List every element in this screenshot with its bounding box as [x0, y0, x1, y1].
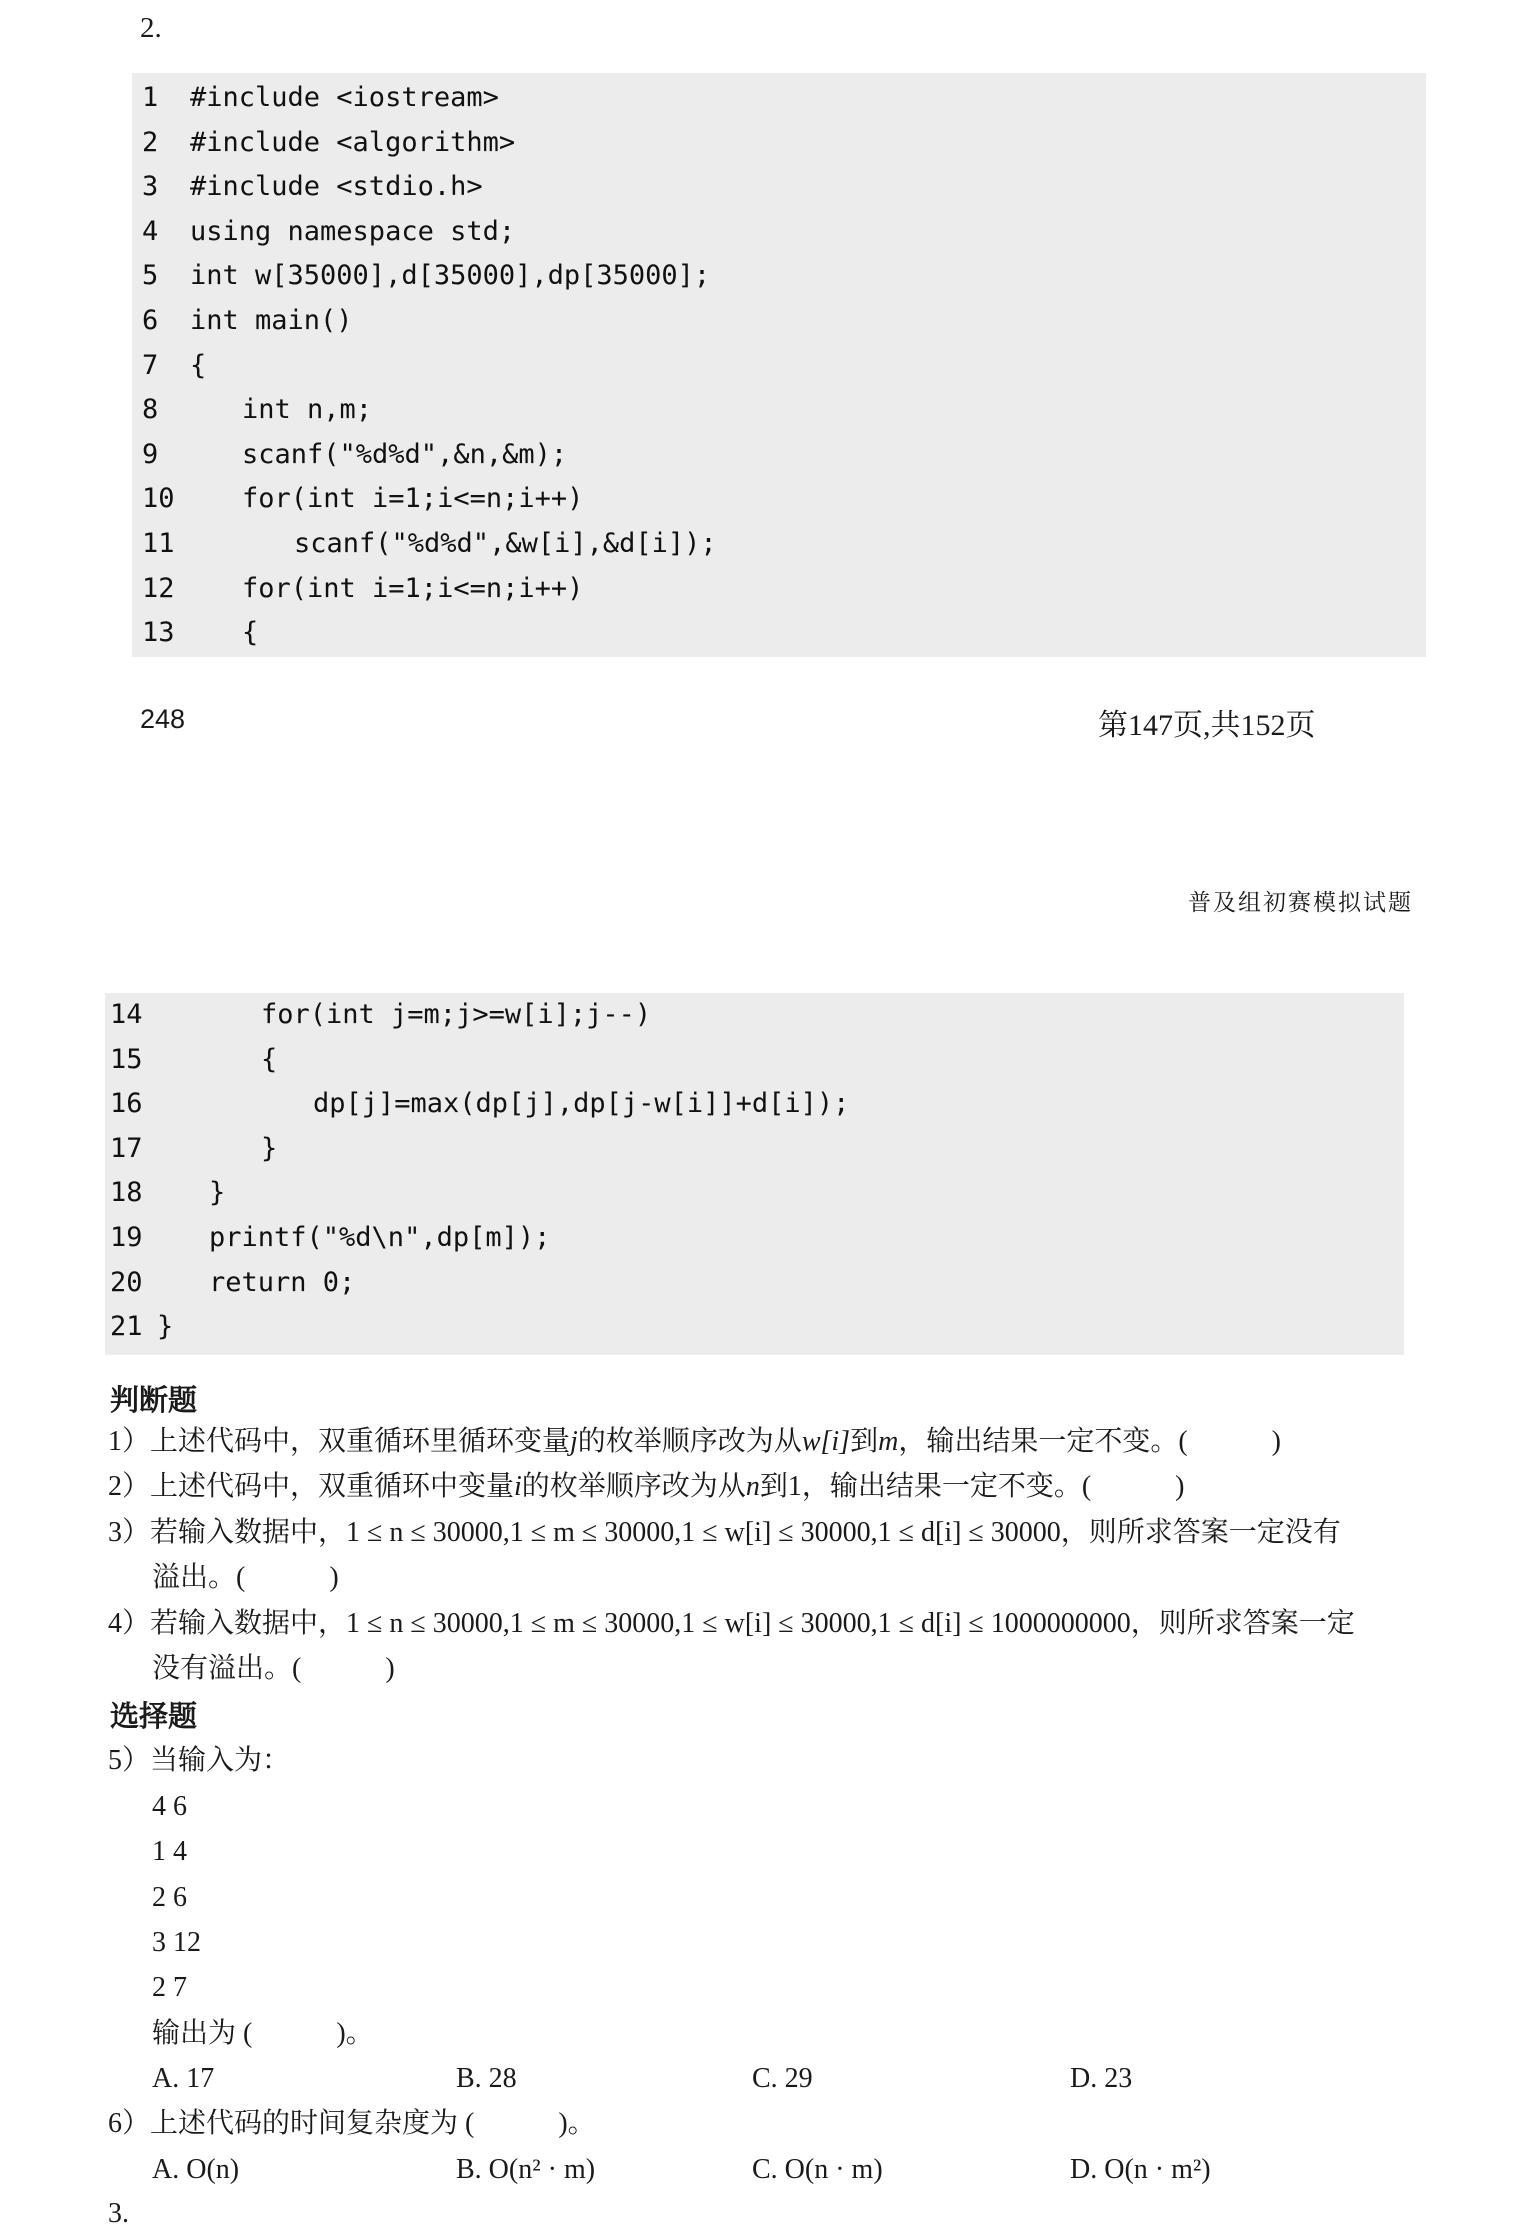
code-text: { [242, 617, 259, 649]
line-number: 8 [142, 394, 159, 426]
line-number: 20 [110, 1266, 143, 1298]
code-text: for(int i=1;i<=n;i++) [242, 483, 584, 515]
q2-var-n: n [745, 1471, 760, 1502]
code-text: #include <iostream> [190, 82, 499, 113]
line-number: 4 [142, 215, 159, 247]
code-text: dp[j]=max(dp[j],dp[j-w[i]]+d[i]); [313, 1088, 850, 1120]
code-text: scanf("%d%d",&w[i],&d[i]); [294, 528, 717, 559]
code-text: { [190, 349, 207, 381]
code-text: int main() [190, 305, 353, 336]
line-number: 3 [142, 171, 159, 203]
q6-option-b: B. O(n² · m) [456, 2154, 596, 2185]
code-text: #include <algorithm> [190, 126, 516, 158]
q2-text-c: 到1，输出结果一定不变。( ) [759, 1471, 1185, 1502]
line-number: 7 [142, 349, 159, 381]
code-text: #include <stdio.h> [190, 171, 483, 203]
q5-option-a: A. 17 [152, 2063, 215, 2094]
line-number: 13 [142, 617, 175, 649]
line-number: 17 [110, 1132, 143, 1164]
line-number: 14 [110, 999, 143, 1030]
line-number: 19 [110, 1222, 143, 1253]
q5-input-line: 2 6 [152, 1882, 187, 1913]
page-count: 第147页,共152页 [1098, 709, 1316, 742]
code-text: int w[35000],d[35000],dp[35000]; [190, 260, 711, 292]
q5-option-c: C. 29 [752, 2063, 813, 2094]
q1-text-c: 到 [850, 1426, 879, 1457]
code-block-2 [105, 993, 1404, 1355]
q1-text-b: 的枚举顺序改为从 [577, 1426, 802, 1457]
q1-var-wi: w[i] [801, 1426, 851, 1457]
question-4-line2: 没有溢出。( ) [152, 1653, 395, 1684]
line-number: 9 [142, 438, 159, 470]
q2-text-b: 的枚举顺序改为从 [521, 1471, 746, 1502]
line-number: 18 [110, 1177, 143, 1209]
section-number-next: 3. [108, 2198, 129, 2229]
q5-option-b: B. 28 [456, 2063, 517, 2094]
q1-text-d: ，输出结果一定不变。( ) [898, 1426, 1281, 1457]
q1-var-j: j [570, 1426, 578, 1457]
line-number: 11 [142, 528, 175, 559]
code-text: } [209, 1177, 226, 1209]
line-number: 21 [110, 1311, 143, 1343]
code-text: { [261, 1043, 278, 1075]
line-number: 6 [142, 305, 159, 336]
q5-input-line: 2 7 [152, 1972, 187, 2003]
question-1 [108, 1420, 1281, 1464]
q6-option-d: D. O(n · m²) [1070, 2154, 1211, 2185]
q5-input-line: 3 12 [152, 1927, 201, 1958]
q1-text-a: 1）上述代码中，双重循环里循环变量 [108, 1426, 571, 1457]
line-number: 12 [142, 572, 175, 604]
q5-input-line: 1 4 [152, 1836, 187, 1867]
question-5-stem: 5）当输入为： [108, 1745, 291, 1776]
code-text: scanf("%d%d",&n,&m); [242, 438, 568, 470]
choice-heading: 选择题 [110, 1701, 198, 1733]
question-3-line1: 3）若输入数据中，1 ≤ n ≤ 30000,1 ≤ m ≤ 30000,1 ≤ w[i] ≤ 30000,1 ≤ d[i] ≤ 30000，则所求答案一定没有 [108, 1517, 1341, 1548]
code-block-1 [132, 73, 1426, 657]
q6-option-c: C. O(n · m) [752, 2154, 883, 2185]
code-text: int n,m; [242, 394, 373, 426]
page-number-left: 248 [140, 704, 186, 734]
question-6-stem: 6）上述代码的时间复杂度为 ( )。 [108, 2108, 596, 2139]
question-2 [108, 1465, 1184, 1509]
code-text: } [157, 1311, 174, 1343]
q5-option-d: D. 23 [1070, 2063, 1133, 2094]
line-number: 5 [142, 260, 159, 292]
code-text: return 0; [209, 1266, 356, 1298]
code-text: for(int j=m;j>=w[i];j--) [261, 999, 652, 1030]
line-number: 1 [142, 82, 159, 113]
q5-input-line: 4 6 [152, 1791, 187, 1822]
section-number-prev: 2. [140, 12, 162, 44]
line-number: 16 [110, 1088, 143, 1120]
line-number: 2 [142, 126, 159, 158]
code-text: printf("%d\n",dp[m]); [209, 1222, 551, 1253]
code-text: for(int i=1;i<=n;i++) [242, 572, 584, 604]
q2-text-a: 2）上述代码中，双重循环中变量 [108, 1471, 515, 1502]
code-text: } [261, 1132, 278, 1164]
q1-var-m: m [878, 1426, 899, 1457]
code-text: using namespace std; [190, 215, 516, 247]
line-number: 15 [110, 1043, 143, 1075]
q5-prompt: 输出为 ( )。 [152, 2018, 374, 2049]
line-number: 10 [142, 483, 175, 515]
question-3-line2: 溢出。( ) [152, 1562, 339, 1593]
q6-option-a: A. O(n) [152, 2154, 240, 2185]
running-head: 普及组初赛模拟试题 [1188, 890, 1413, 915]
judge-heading: 判断题 [110, 1385, 198, 1417]
question-4-line1: 4）若输入数据中，1 ≤ n ≤ 30000,1 ≤ m ≤ 30000,1 ≤ w[i] ≤ 30000,1 ≤ d[i] ≤ 1000000000，则所求答案一定 [108, 1608, 1355, 1639]
q2-var-i: i [514, 1471, 522, 1502]
